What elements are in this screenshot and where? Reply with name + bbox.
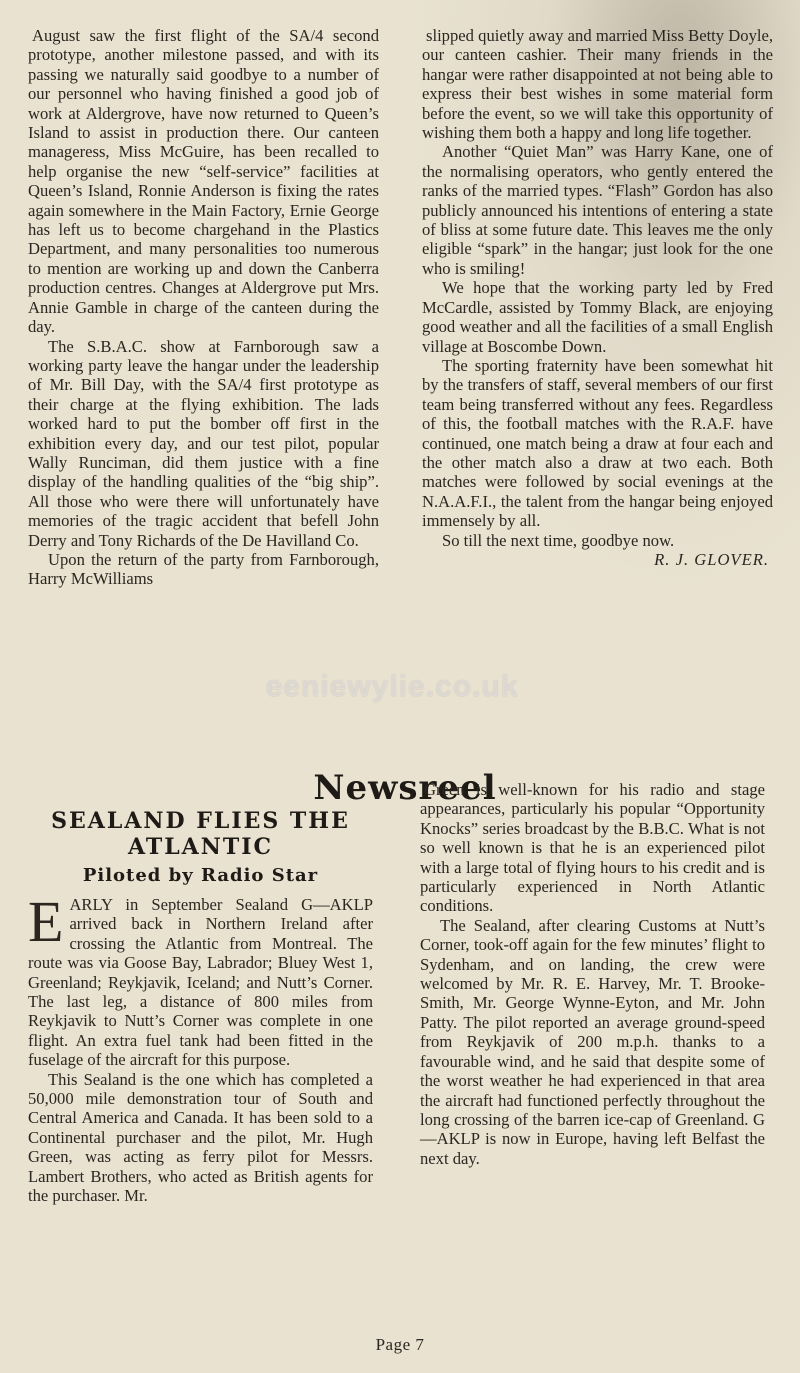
paragraph: Green is well-known for his radio and stage appearances, particularly his popular “Opportunity Knocks” series broadcast by the B.B.C. What is not so well known is that he is an experienced pilot with a large total of flying hours to his credit and is particularly experienced in North Atlantic conditions.	[420, 780, 765, 916]
paragraph: The sporting fraternity have been somewhat hit by the transfers of staff, several members of our first team being transferred without any fees. Regardless of this, the football matches with the R.A.F. have continued, one match being a draw at four each and the other match also a draw at two each. Both matches were followed by social evenings at the N.A.A.F.I., the talent from the hangar being enjoyed immensely by all.	[422, 355, 773, 531]
paragraph: The S.B.A.C. show at Farnborough saw a working party leave the hangar under the leadership of Mr. Bill Day, with the SA/4 first prototype as their charge at the flying exhibition. The lads worked hard to put the bomber off first in the exhibition every day, and our test pilot, popular Wally Runciman, did them justice with a fine display of the handling qualities of the “big ship”. All those who were there will unfortunately have memories of the tragic accident that befell John Derry and Tony Richards of the De Havilland Co.	[28, 336, 379, 550]
column-top-right	[422, 26, 773, 569]
paragraph	[28, 889, 373, 1070]
article-subheadline: Piloted by Radio Star	[82, 865, 319, 886]
paragraph: Upon the return of the party from Farnborough, Harry McWilliams	[28, 549, 379, 589]
paragraph: So till the next time, goodbye now.	[442, 530, 675, 550]
page-number: Page 7	[375, 1335, 425, 1354]
paragraph: slipped quietly away and married Miss Betty Doyle, our canteen cashier. Their many friends in the hangar were rather disappointed at not being able to express their best wishes in some material form before the event, so we will take this opportunity of wishing them both a happy and long life together.	[422, 26, 773, 143]
section-masthead: Newsreel	[313, 768, 497, 808]
paragraph: This Sealand is the one which has completed a 50,000 mile demonstration tour of South and Central America and Canada. It has been sold to a Continental purchaser and the pilot, Mr. Hugh Green, was acting as ferry pilot for Messrs. Lambert Brothers, who acted as British agents for the purchaser. Mr.	[28, 1069, 373, 1206]
article-column-right	[420, 780, 765, 1168]
paragraph: August saw the first flight of the SA/4 second prototype, another milestone passed, and with its passing we naturally said goodbye to a number of our personnel who having finished a good job of work at Aldergrove, have now returned to Queen’s Island to assist in production there. Our canteen manageress, Miss McGuire, has been recalled to help organise the new “self-service” facilities at Queen’s Island, Ronnie Anderson is fixing the rates again somewhere in the Main Factory, Ernie George has left us to become chargehand in the Plastics Department, and many personalities too numerous to mention are working up and down the Canberra production centres. Changes at Aldergrove put Mrs. Annie Gamble in charge of the canteen during the day.	[28, 26, 379, 337]
paragraph: The Sealand, after clearing Customs at Nutt’s Corner, took-off again for the few minutes’ flight to Sydenham, and on landing, the crew were welcomed by Mr. R. E. Harvey, Mr. T. Brooke-Smith, Mr. George Wynne-Eyton, and Mr. John Patty. The pilot reported an average ground-speed from Reykjavik of 200 m.p.h. thanks to a favourable wind, and he said that despite some of the worst weather he had experienced in that area the aircraft had functioned perfectly throughout the long crossing of the barren ice-cap of Greenland. G—AKLP is now in Europe, having left Belfast the next day.	[420, 915, 765, 1168]
paragraph-text: ARLY in September Sealand G—AKLP arrived back in Northern Ireland after crossing the Atlantic from Montreal. The route was via Goose Bay, Labrador; Bluey West 1, Greenland; Reykjavik, Iceland; and Nutt’s Corner. The last leg, a distance of 800 miles from Reykjavik to Nutt’s Corner was complete in one flight. An extra fuel tank had been fitted in the fuselage of the aircraft for this purpose.	[28, 895, 373, 1070]
article-headline: SEALAND FLIES THE ATLANTIC	[51, 808, 350, 860]
author-signature: R. J. GLOVER.	[654, 549, 769, 569]
column-top-left	[28, 26, 379, 589]
paragraph: Another “Quiet Man” was Harry Kane, one of the normalising operators, who gently entered the ranks of the married types. “Flash” Gordon has also publicly announced his intentions of entering a state of bliss at some future date. This leaves me the only eligible “spark” in the hangar; just look for the one who is smiling!	[422, 142, 773, 278]
drop-cap: E	[28, 889, 64, 954]
paragraph: We hope that the working party led by Fred McCardle, assisted by Tommy Black, are enjoying good weather and all the facilities of a small English village at Boscombe Down.	[422, 278, 773, 356]
article-column-left	[28, 889, 373, 1206]
watermark: eeniewylie.co.uk	[265, 670, 519, 703]
